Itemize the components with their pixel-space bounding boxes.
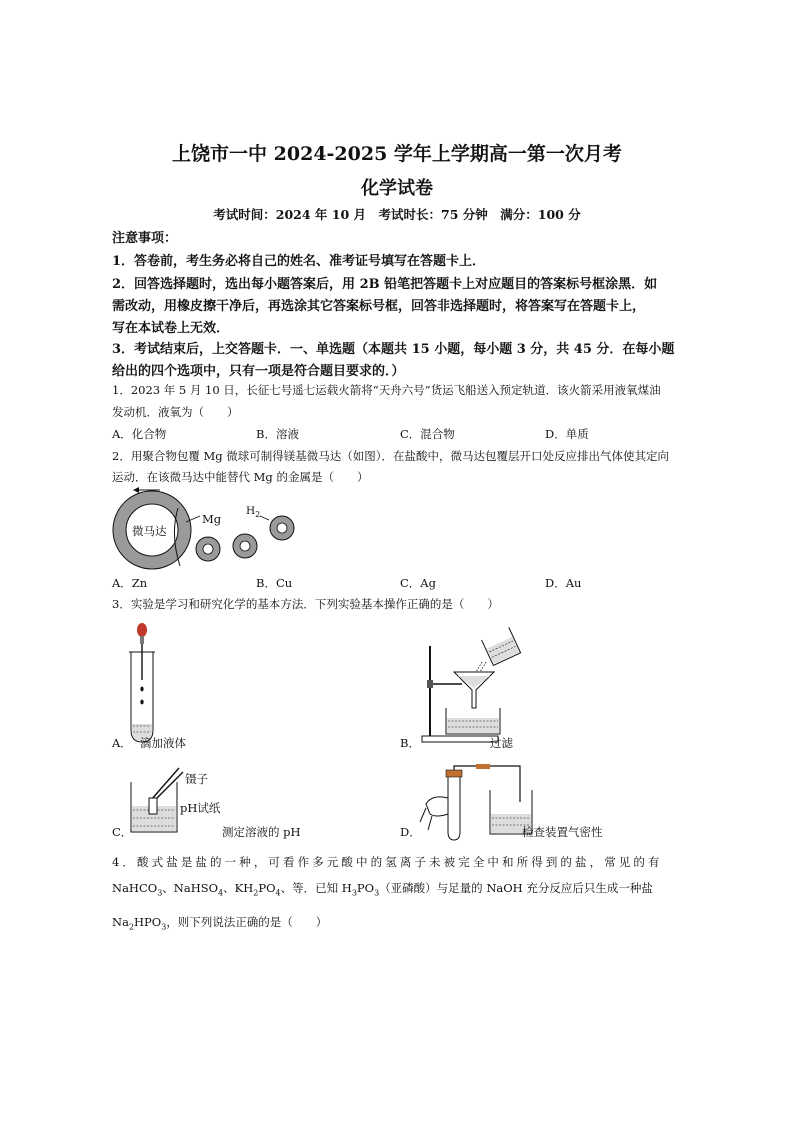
- q2-option-b: B．Cu: [256, 576, 293, 590]
- notes-line: 1．答卷前，考生务必将自己的姓名、准考证号填写在答题卡上．: [112, 254, 486, 269]
- filtration-figure: [418, 626, 528, 748]
- q4-formula-line: NaHCO$_3$、NaHSO$_4$、$KH_2PO_4$、等．已知 $H_3PO_3$（亚磷酸）与足量的 NaOH 充分反应后只生成一种盐: [112, 881, 653, 898]
- ph-test-figure: [125, 764, 185, 834]
- q3-c-letter: C．: [112, 825, 133, 839]
- q1-line: 1．2023 年 5 月 10 日，长征七号遥七运载火箭将“天舟六号”货运飞船送入预定轨道．该火箭采用液氧煤油: [112, 383, 661, 397]
- q1-option-d: D．单质: [545, 427, 589, 441]
- h2-label: $H_2$: [246, 505, 261, 520]
- tweezers-label: 镊子: [185, 772, 208, 786]
- q3-b-caption: 过滤: [490, 736, 513, 750]
- q3-c-caption: 测定溶液的 pH: [222, 825, 301, 839]
- exam-subtitle: 化学试卷: [361, 178, 433, 199]
- mg-label: Mg: [202, 512, 222, 526]
- notes-heading: 注意事项：: [112, 231, 178, 246]
- dropper-tube-figure: [125, 622, 165, 752]
- q3-b-letter: B．: [400, 736, 420, 750]
- q2-option-d: D．Au: [545, 576, 582, 590]
- q1-option-b: B．溶液: [256, 427, 299, 441]
- q3-d-caption: 检查装置气密性: [522, 825, 603, 839]
- notes-line: 写在本试卷上无效．: [112, 321, 230, 336]
- q1-line: 发动机．液氧为（ ）: [112, 405, 239, 419]
- notes-line: 3．考试结束后，上交答题卡．一、单选题（本题共 15 小题，每小题 3 分，共 45 分．在每小题: [112, 342, 675, 357]
- q2-line: 2．用聚合物包覆 Mg 微球可制得镁基微马达（如图）．在盐酸中，微马达包覆层开口处反应排出气体使其定向: [112, 449, 670, 463]
- q2-option-a: A．Zn: [112, 576, 148, 590]
- micromotor-label: 微马达: [132, 524, 167, 538]
- q3-a-letter: A．: [112, 736, 132, 750]
- notes-line: 给出的四个选项中，只有一项是符合题目要求的．）: [112, 364, 405, 379]
- exam-info: 考试时间：2024 年 10 月 考试时长：75 分钟 满分：100 分: [213, 207, 581, 222]
- q3-a-caption: 滴加液体: [140, 736, 186, 750]
- q1-option-a: A．化合物: [112, 427, 167, 441]
- ph-paper-label: pH试纸: [180, 801, 221, 815]
- q4-line: $Na_2HPO_3$，则下列说法正确的是（ ）: [112, 915, 328, 932]
- q2-option-c: C．Ag: [400, 576, 436, 590]
- q3-line: 3．实验是学习和研究化学的基本方法．下列实验基本操作正确的是（ ）: [112, 597, 499, 611]
- q1-option-c: C．混合物: [400, 427, 455, 441]
- q3-d-letter: D．: [400, 825, 421, 839]
- q2-line: 运动．在该微马达中能替代 Mg 的金属是（ ）: [112, 470, 369, 484]
- notes-line: 需改动，用橡皮擦干净后，再选涂其它答案标号框，回答非选择题时，将答案写在答题卡上，: [112, 299, 646, 314]
- exam-title: 上饶市一中 2024-2025 学年上学期高一第一次月考: [172, 143, 622, 165]
- q4-line: 4．酸式盐是盐的一种，可看作多元酸中的氢离子未被完全中和所得到的盐，常见的有: [112, 855, 663, 869]
- notes-line: 2．回答选择题时，选出每小题答案后，用 2B 铅笔把答题卡上对应题目的答案标号框涂黑．如: [112, 277, 658, 292]
